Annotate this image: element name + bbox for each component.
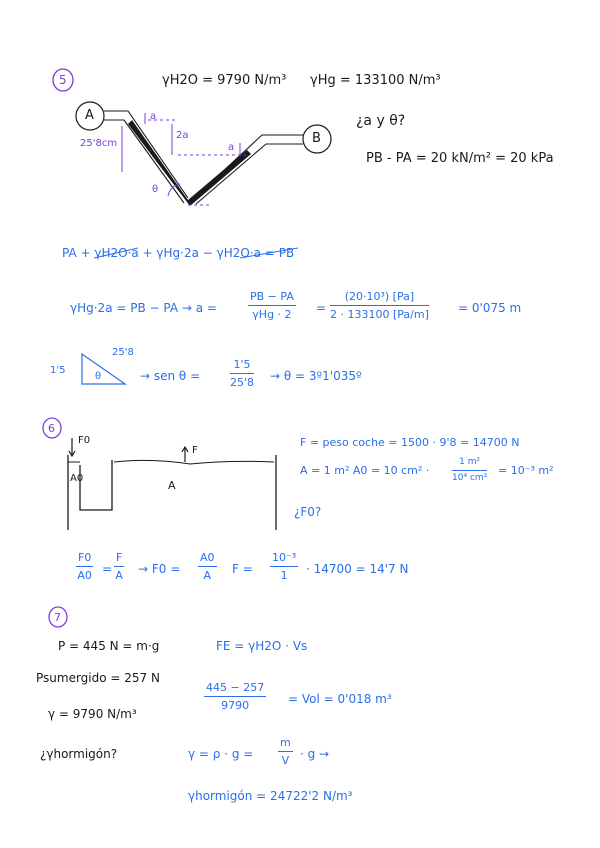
volume-fraction <box>204 682 266 711</box>
volume-result: = Vol = 0'018 m³ <box>288 692 392 706</box>
a0-den: A0 <box>77 569 92 582</box>
triangle-side: 1'5 <box>50 365 66 376</box>
sine-equation-lhs: → sen θ = <box>140 369 201 383</box>
pipe-a <box>104 111 188 203</box>
buoyancy-formula: FE = γH2O · Vs <box>216 639 308 653</box>
tank-a-label: A <box>85 108 94 123</box>
area-a-label: A <box>168 479 176 492</box>
conversion-result: = 10⁻³ m² <box>498 464 554 477</box>
car-weight: F = peso coche = 1500 · 9'8 = 14700 N <box>300 436 520 449</box>
dim-a-label: a <box>150 111 157 122</box>
problem6-question: ¿F0? <box>294 505 322 519</box>
solve-for-a-lhs: γHg·2a = PB − PA → a = <box>70 301 217 315</box>
sine-fraction <box>230 359 254 388</box>
ratio-numeric-num: 10⁻³ <box>270 552 298 567</box>
theta-label: θ <box>152 184 159 195</box>
conv-den: 10⁴ cm² <box>452 473 488 483</box>
gamma-formula-end: · g → <box>300 747 330 761</box>
times-f: F = <box>232 562 253 576</box>
problem7-number: 7 <box>54 611 61 624</box>
sine-num: 1'5 <box>230 359 254 374</box>
pressure-difference: PB - PA = 20 kN/m² = 20 kPa <box>366 151 554 166</box>
pressure-balance-equation: PA + γH2O·a + γHg·2a − γH2O·a = PB <box>62 246 295 260</box>
press-small-cylinder <box>68 455 112 530</box>
problem5-number: 5 <box>59 73 67 87</box>
dim-a2-label: a <box>228 142 235 153</box>
triangle-hypotenuse: 25'8 <box>112 347 134 358</box>
result-gamma-concrete: γhormigón = 24722'2 N/m³ <box>188 789 353 803</box>
length-label: 25'8cm <box>80 138 118 149</box>
fraction-a-den: γHg · 2 <box>252 308 292 321</box>
water-surface-large <box>114 460 274 464</box>
gamma-water-value: γH2O = 9790 N/m³ <box>162 73 287 88</box>
area-ratio-numeric <box>270 552 298 581</box>
problem5-question: ¿a y θ? <box>356 113 406 129</box>
result-f0: · 14700 = 14'7 N <box>306 562 409 576</box>
pipe-b <box>192 135 303 204</box>
force-f0-label: F0 <box>78 435 91 446</box>
problem6-number: 6 <box>48 422 55 435</box>
volume-num: 445 − 257 <box>204 682 266 697</box>
f0-num: F0 <box>76 552 93 567</box>
dim-2a-label: 2a <box>176 130 189 141</box>
triangle-angle: θ <box>95 371 102 382</box>
mass-num: m <box>278 737 293 752</box>
problem7-question: ¿γhormigón? <box>40 747 118 761</box>
ratio-numeric-den: 1 <box>280 569 288 582</box>
gamma-water-p7: γ = 9790 N/m³ <box>48 707 137 721</box>
fraction-a-symbolic <box>248 291 296 320</box>
density-fraction <box>278 737 293 766</box>
fraction-a-numeric-den: 2 · 133100 [Pa/m] <box>330 308 429 321</box>
pascal-fraction-right <box>114 552 124 581</box>
result-a: = 0'075 m <box>458 301 522 315</box>
conv-num: 1 m² <box>452 458 487 471</box>
volume-den-2: V <box>281 754 290 767</box>
fraction-a-numeric <box>330 291 429 320</box>
angle-triangle <box>82 354 125 384</box>
press-large-cylinder <box>68 455 276 530</box>
sine-den: 25'8 <box>230 376 255 389</box>
mercury-fill <box>128 120 251 206</box>
volume-den: 9790 <box>221 699 250 712</box>
ratio-den: A <box>203 569 212 582</box>
gamma-hg-value: γHg = 133100 N/m³ <box>310 73 441 88</box>
solve-f0-arrow: → F0 = <box>138 562 181 576</box>
body-weight: P = 445 N = m·g <box>58 639 160 653</box>
unit-conversion <box>452 458 487 483</box>
area-ratio <box>198 552 217 581</box>
tank-b-label: B <box>312 131 321 146</box>
submerged-weight: Psumergido = 257 N <box>36 671 160 685</box>
fraction-a-numeric-num: (20·10³) [Pa] <box>330 291 429 306</box>
areas: A = 1 m² A0 = 10 cm² · <box>300 464 430 477</box>
a-den: A <box>115 569 123 582</box>
gamma-formula: γ = ρ · g = <box>188 747 254 761</box>
pascal-fraction-left <box>76 552 93 581</box>
result-theta: → θ = 3º1'035º <box>270 369 362 383</box>
area-a0-label: A0 <box>70 473 84 484</box>
fraction-a-num: PB − PA <box>248 291 296 306</box>
ratio-num: A0 <box>198 552 217 567</box>
f-num: F <box>114 552 124 567</box>
force-f-label: F <box>192 445 198 456</box>
